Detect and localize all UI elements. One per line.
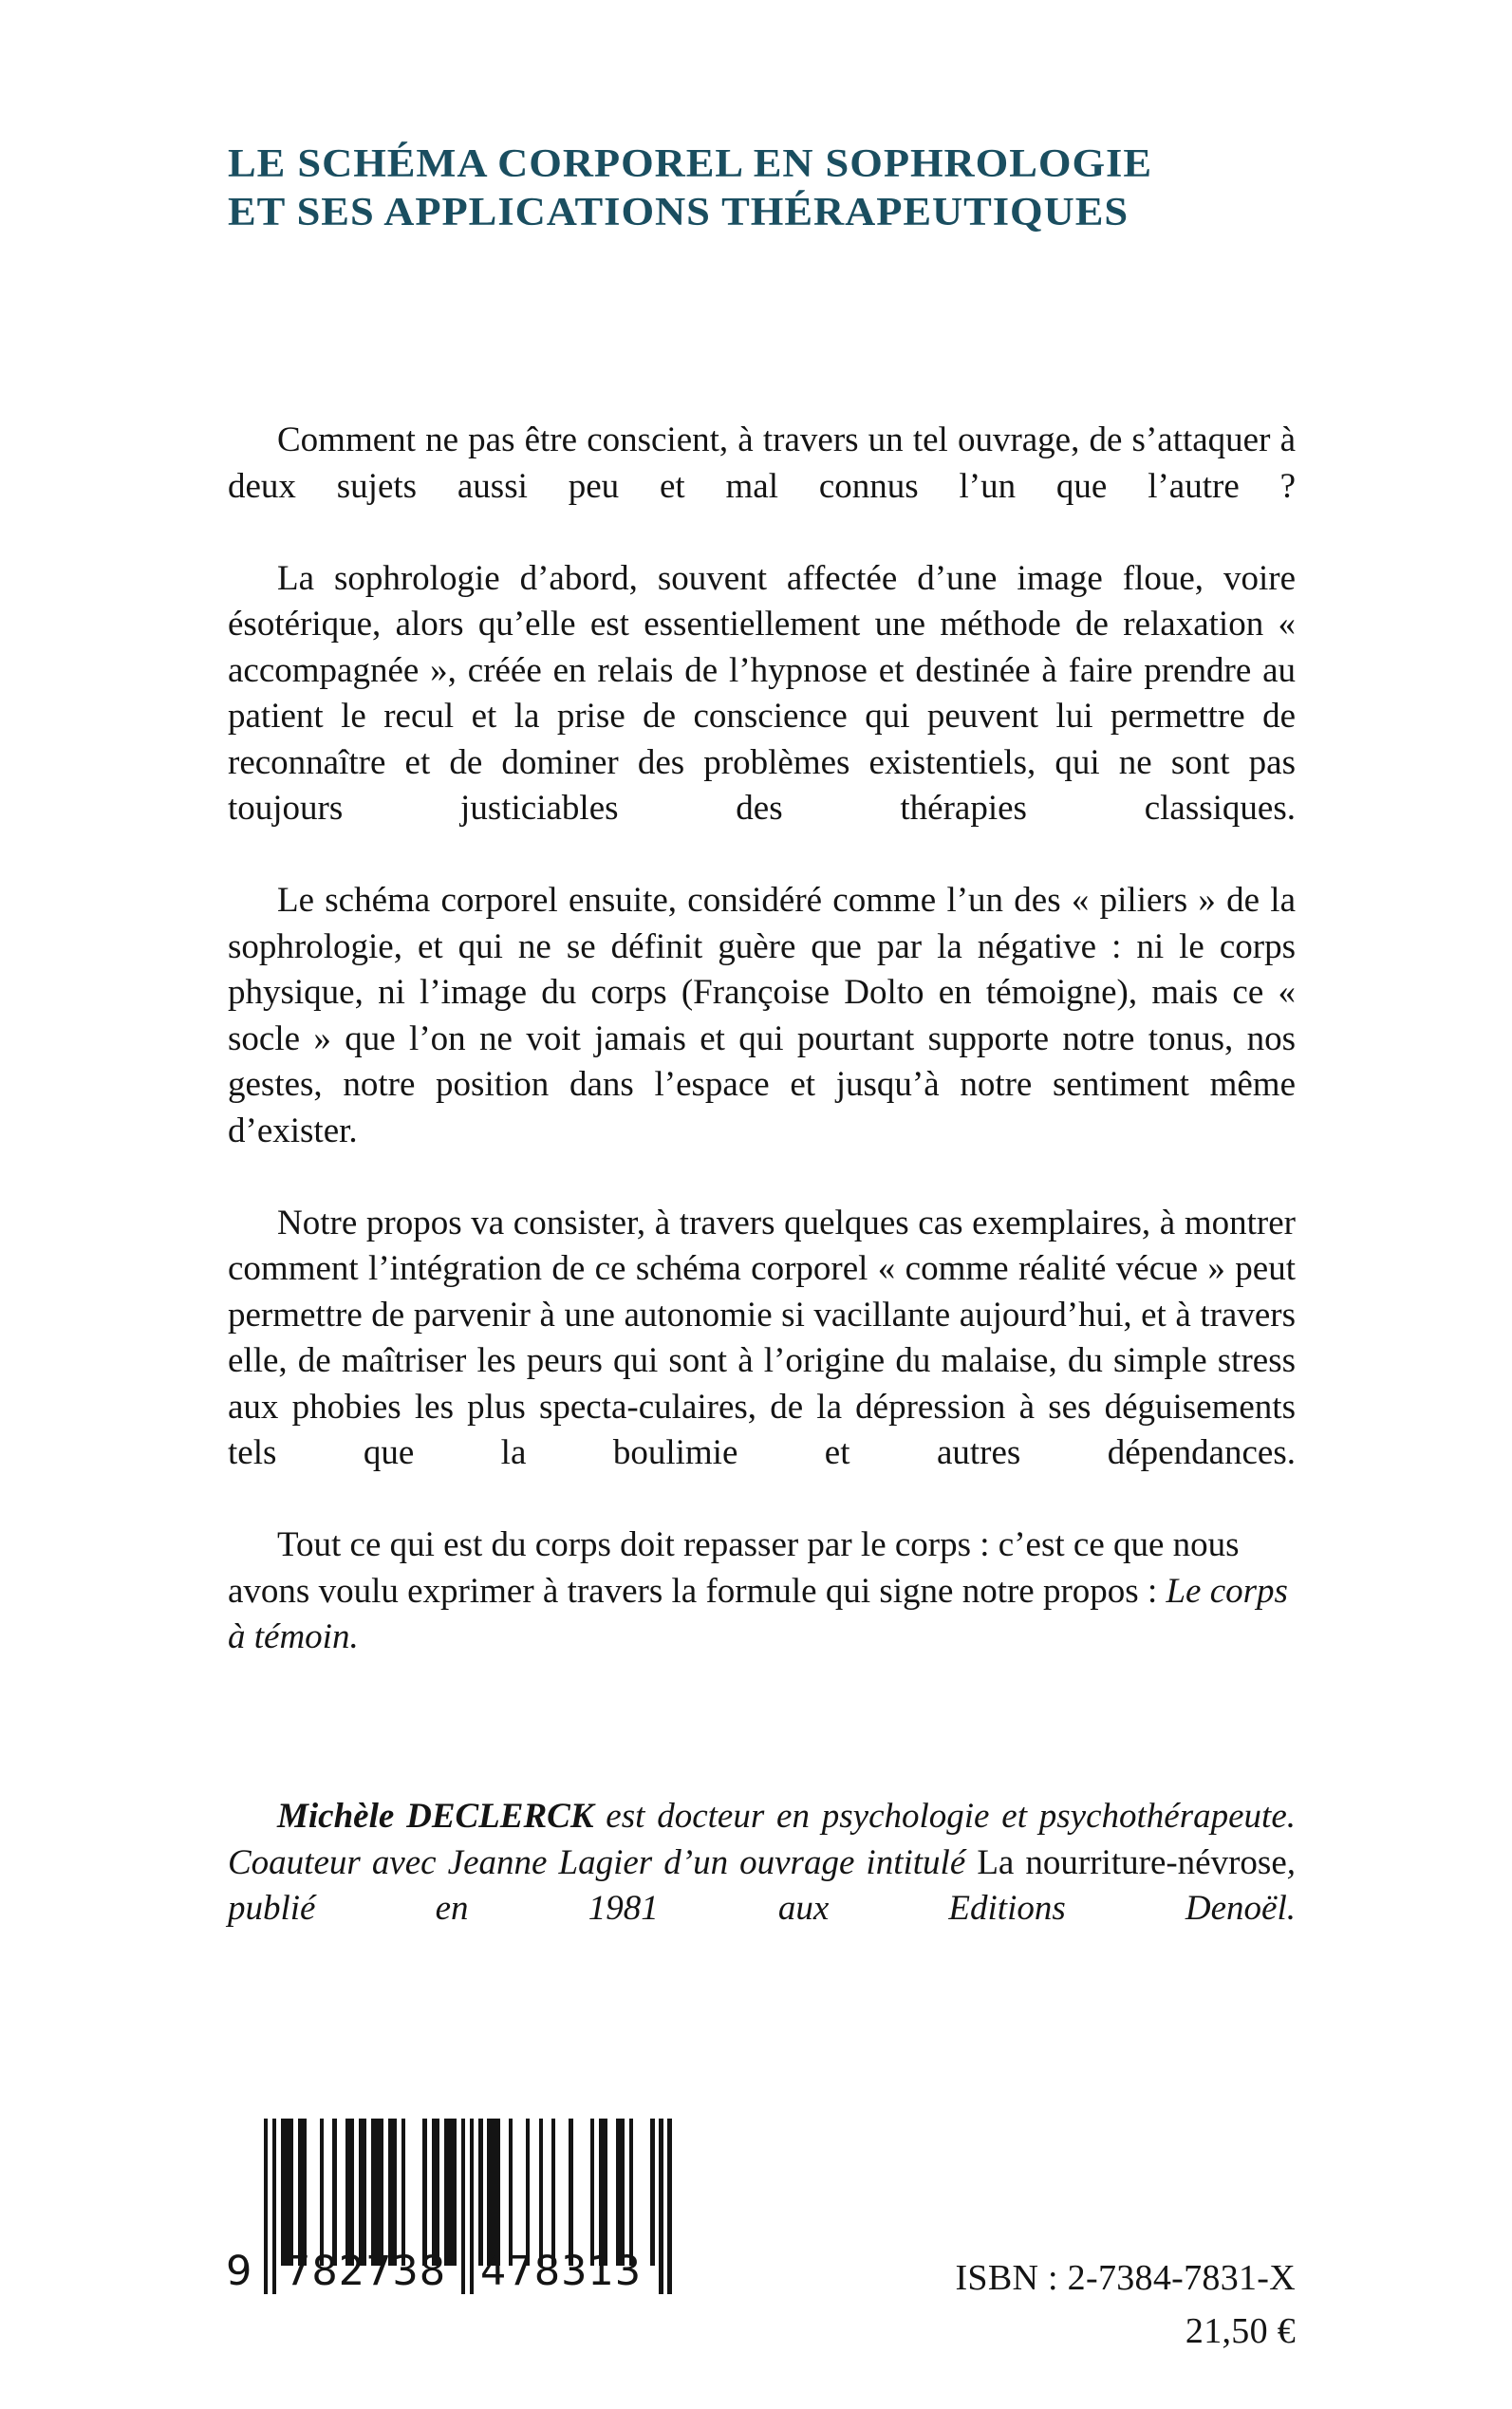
barcode-bar [298,2119,307,2266]
barcode-bar [539,2119,543,2266]
blurb-paragraph-final [228,1522,1296,1707]
blurb-text [228,418,1296,1707]
isbn-price-block [707,2251,1296,2358]
barcode-left-group: 782738 [285,2248,447,2295]
price-text: 21,50 € [1185,2311,1296,2351]
author-bio-part-2: , publié en 1981 aux Editions Denoël. [228,1842,1296,1928]
barcode-bar [432,2119,440,2266]
barcode-bar [616,2119,625,2266]
barcode-bar [526,2119,530,2266]
blurb-paragraph: Comment ne pas être conscient, à travers un tel ouvrage, de s’attaquer à deux sujets aussi peu et mal connus l’un que l’autre ? [228,420,1296,506]
referenced-work-title: La nourriture-névrose [977,1842,1287,1882]
barcode-bar [444,2119,457,2266]
barcode-right-group: 478313 [480,2248,643,2295]
author-bio-text [228,1794,1296,1978]
isbn-text: ISBN : 2-7384-7831-X [955,2258,1296,2298]
book-title [228,140,1300,237]
blurb-paragraph: Le schéma corporel ensuite, considéré comme l’un des « piliers » de la sophrologie, et qui ne se définit guère que par la négative : ni le corps physique, ni l’image du corps (Françoise Dolto en témoigne), mais ce « socle » que l’on ne voit jamais et qui pourtant supporte notre tonus, nos gestes, notre position dans l’espace et jusqu’à notre sentiment même d’exister. [228,881,1296,1150]
final-italic-phrase: Le corps à témoin. [228,1571,1288,1656]
barcode-bar [371,2119,383,2266]
barcode-bar [569,2119,572,2266]
title-line-2: ET SES APPLICATIONS THÉRAPEUTIQUES [228,191,1129,234]
barcode-bar [388,2119,397,2266]
barcode-bar [478,2119,482,2266]
final-lead-text: Tout ce qui est du corps doit repasser par le corps : c’est ce que nous avons voulu exprimer à travers la formule qui signe notre propos : [228,1525,1240,1611]
author-bio-part-1: est docteur en psychologie et psychothérapeute. Coauteur avec Jeanne Lagier d’un ouvrage intitulé [228,1797,1296,1882]
barcode-bar [281,2119,293,2266]
title-line-1: LE SCHÉMA CORPOREL EN SOPHROLOGIE [228,142,1152,186]
barcode-bar [551,2119,555,2266]
barcode-digits [226,2248,719,2297]
barcode-bar [332,2119,336,2266]
barcode-bar [509,2119,513,2266]
barcode-bar [650,2119,654,2266]
barcode-bar [345,2119,354,2266]
barcode-bar [422,2119,426,2266]
barcode-bar [590,2119,594,2266]
blurb-paragraph: Notre propos va consister, à travers quelques cas exemplaires, à montrer comment l’intégration de ce schéma corporel « comme réalité vécue » peut permettre de parvenir à une autonomie si vacillante aujourd’hui, et à travers elle, de maîtriser les peurs qui sont à l’origine du malaise, du simple stress aux phobies les plus specta-culaires, de la dépression à ses déguisements tels que la boulimie et autres dépendances. [228,1203,1296,1472]
barcode-bar [629,2119,633,2266]
barcode-bar [320,2119,324,2266]
barcode-bar [487,2119,499,2266]
barcode-bar [401,2119,405,2266]
blurb-paragraph: La sophrologie d’abord, souvent affectée d’une image floue, voire ésotérique, alors qu’elle est essentiellement une méthode de relaxation « accompagnée », créée en relais de l’hypnose et destinée à faire prendre au patient le recul et la prise de conscience qui peuvent lui permettre de reconnaître et de dominer des problèmes existentiels, qui ne sont pas toujours justiciables des thérapies classiques. [228,558,1296,828]
barcode-lead-digit: 9 [226,2248,253,2295]
barcode-bar [359,2119,367,2266]
author-name: Michèle DECLERCK [277,1797,594,1836]
barcode-bar [599,2119,607,2266]
author-bio [228,1794,1296,1978]
